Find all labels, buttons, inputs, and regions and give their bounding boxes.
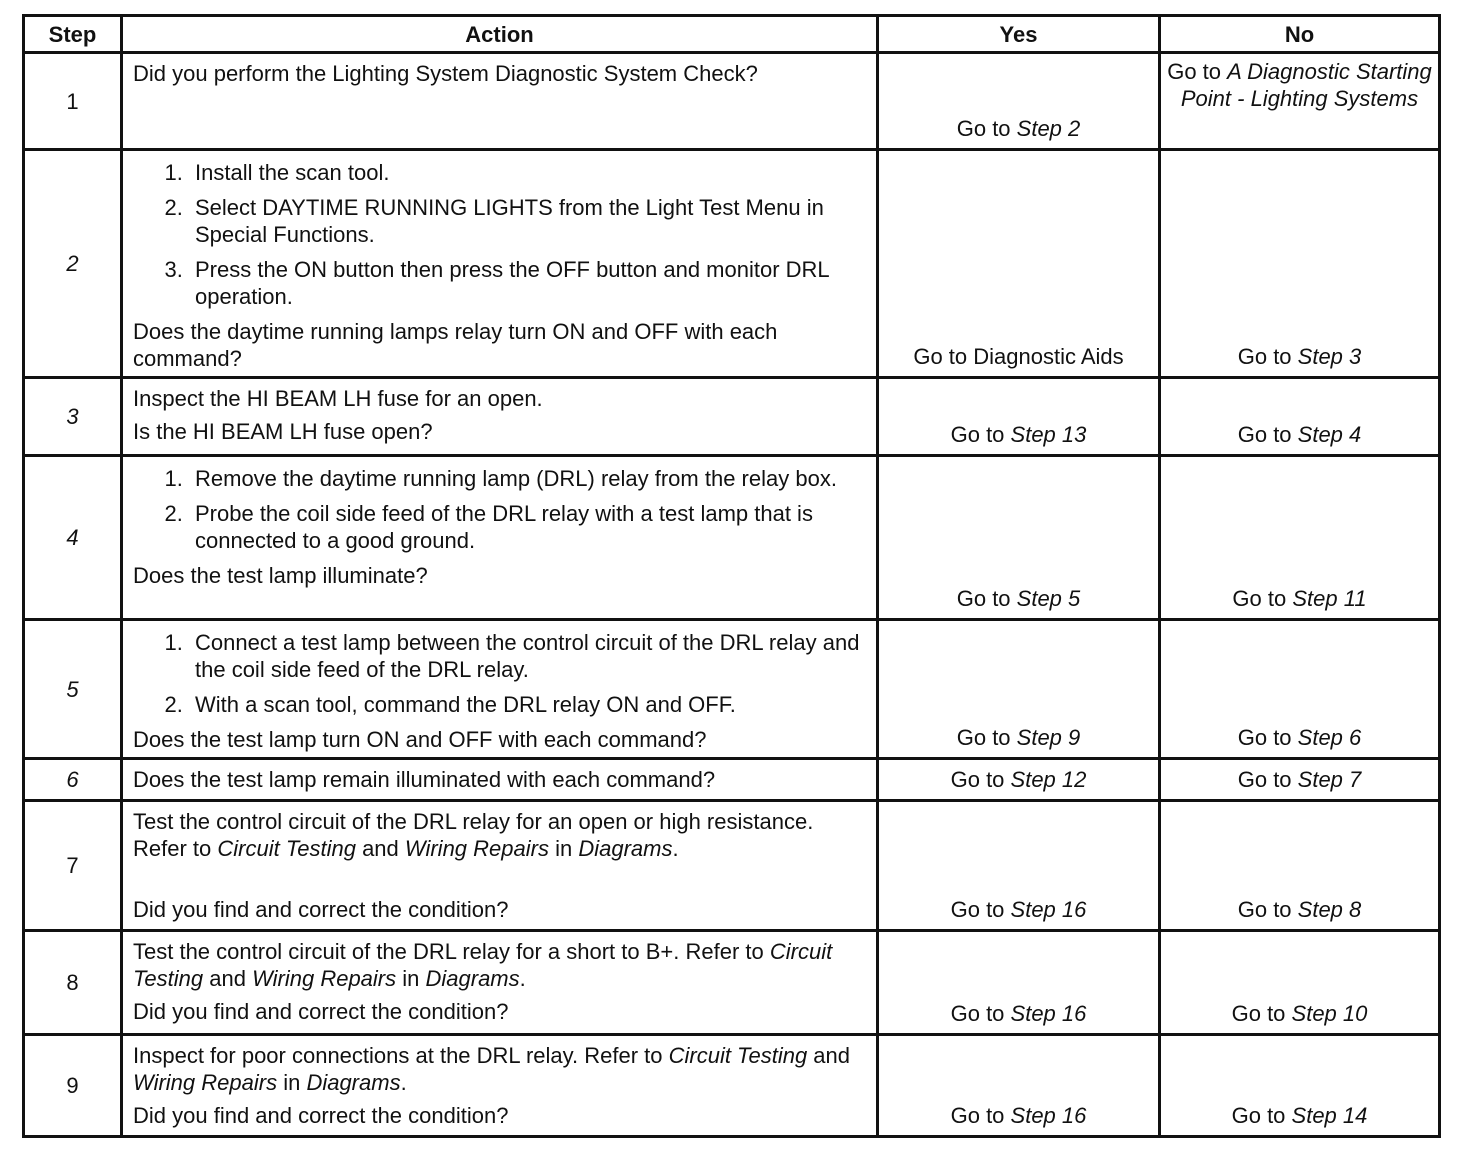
reference-link[interactable]: Circuit Testing [217,836,356,861]
diagnostic-table [22,14,1441,1138]
yes-prefix: Go to [956,725,1017,750]
yes-cell[interactable] [878,931,1160,1035]
action-cell [122,378,878,456]
no-target-link[interactable]: Step 4 [1297,422,1362,447]
action-cell [122,1035,878,1137]
text-segment: . [519,966,526,991]
substep: 2. Probe the coil side feed of the DRL relay with a test lamp that is connected to a good ground. [189,500,868,554]
yes-cell[interactable] [878,759,1160,801]
text-segment: . [672,836,679,861]
no-target-link[interactable]: Step 7 [1297,767,1362,792]
yes-prefix: Go to [950,767,1011,792]
yes-cell[interactable] [878,1035,1160,1137]
action-cell [122,53,878,150]
no-target-link[interactable]: A Diagnostic Starting Point - Lighting Systems [1180,59,1432,111]
no-cell[interactable] [1160,801,1440,931]
text-segment: Inspect for poor connections at the DRL relay. Refer to [133,1043,669,1068]
action-question: Does the test lamp illuminate? [133,563,428,588]
action-question: Is the HI BEAM LH fuse open? [133,419,433,444]
no-prefix: Go to [1237,767,1298,792]
step-number: 3 [24,378,122,456]
yes-cell[interactable] [878,801,1160,931]
text-segment: in [548,836,579,861]
yes-target-link[interactable]: Step 2 [1016,116,1081,141]
table-row [24,378,1440,456]
no-cell[interactable] [1160,378,1440,456]
substep: 3. Press the ON button then press the OFF button and monitor DRL operation. [189,256,868,310]
no-cell[interactable] [1160,931,1440,1035]
no-cell[interactable] [1160,1035,1440,1137]
action-question: Did you find and correct the condition? [133,1103,509,1128]
header-yes: Yes [878,16,1160,53]
action-cell [122,801,878,931]
no-cell[interactable] [1160,620,1440,759]
no-prefix: Go to [1237,344,1298,369]
yes-link[interactable]: Go to Diagnostic Aids [913,344,1124,369]
action-question: Does the test lamp remain illuminated with each command? [133,767,716,792]
yes-target-link[interactable]: Step 9 [1016,725,1081,750]
reference-link[interactable]: Diagrams [578,836,673,861]
action-cell [122,150,878,378]
substep: 2. Select DAYTIME RUNNING LIGHTS from the Light Test Menu in Special Functions. [189,194,868,248]
table-row [24,150,1440,378]
reference-link[interactable]: Wiring Repairs [133,1070,278,1095]
no-prefix: Go to [1167,59,1228,84]
text-segment: in [277,1070,307,1095]
substep-list [133,629,868,718]
substep: 1. Remove the daytime running lamp (DRL) relay from the relay box. [189,465,868,492]
header-no: No [1160,16,1440,53]
yes-cell[interactable] [878,456,1160,620]
reference-link[interactable]: Diagrams [306,1070,401,1095]
substep-list [133,465,868,554]
text-segment: Test the control circuit of the DRL relay for a short to B+. Refer to [133,939,770,964]
table-row [24,1035,1440,1137]
header-action: Action [122,16,878,53]
text-segment: . [400,1070,407,1095]
step-number: 1 [24,53,122,150]
no-target-link[interactable]: Step 10 [1291,1001,1368,1026]
reference-link[interactable]: Wiring Repairs [252,966,397,991]
yes-target-link[interactable]: Step 16 [1010,1001,1087,1026]
yes-cell[interactable] [878,378,1160,456]
yes-cell[interactable] [878,150,1160,378]
no-cell[interactable] [1160,759,1440,801]
text-segment: in [396,966,426,991]
no-prefix: Go to [1231,1103,1292,1128]
no-target-link[interactable]: Step 11 [1292,586,1367,611]
step-number: 6 [24,759,122,801]
no-target-link[interactable]: Step 3 [1297,344,1362,369]
table-row [24,801,1440,931]
no-prefix: Go to [1237,897,1298,922]
no-prefix: Go to [1237,422,1298,447]
text-segment: Test the control circuit of the DRL relay for an open or high resistance. Refer to [133,809,814,861]
action-cell [122,456,878,620]
action-text: Inspect the HI BEAM LH fuse for an open. [133,386,543,411]
reference-link[interactable]: Wiring Repairs [404,836,549,861]
table-row [24,759,1440,801]
yes-prefix: Go to [950,897,1011,922]
action-text [133,938,868,992]
reference-link[interactable]: Circuit Testing [133,939,833,991]
step-number: 4 [24,456,122,620]
step-number: 5 [24,620,122,759]
no-target-link[interactable]: Step 14 [1291,1103,1368,1128]
table-row [24,931,1440,1035]
table-row [24,456,1440,620]
yes-cell[interactable] [878,620,1160,759]
text-segment: and [355,836,405,861]
action-question: Did you find and correct the condition? [133,897,509,922]
action-question: Did you find and correct the condition? [133,999,509,1024]
text-segment: and [807,1043,851,1068]
yes-prefix: Go to [950,1103,1011,1128]
reference-link[interactable]: Diagrams [425,966,520,991]
yes-prefix: Go to [956,586,1017,611]
substep: 2. With a scan tool, command the DRL relay ON and OFF. [189,691,868,718]
no-cell[interactable] [1160,456,1440,620]
reference-link[interactable]: Circuit Testing [668,1043,808,1068]
yes-target-link[interactable]: Step 16 [1010,1103,1087,1128]
no-prefix: Go to [1231,1001,1292,1026]
no-prefix: Go to [1237,725,1298,750]
yes-cell[interactable] [878,53,1160,150]
step-number: 8 [24,931,122,1035]
yes-prefix: Go to [950,422,1011,447]
spacer [133,862,868,896]
step-number: 7 [24,801,122,931]
no-target-link[interactable]: Step 6 [1297,725,1362,750]
action-question: Did you perform the Lighting System Diagnostic System Check? [133,61,758,86]
action-cell [122,759,878,801]
action-text [133,808,868,862]
no-cell[interactable] [1160,150,1440,378]
table-header-row [24,16,1440,53]
yes-target-link[interactable]: Step 12 [1010,767,1087,792]
action-text [133,1042,868,1096]
step-number: 2 [24,150,122,378]
header-step: Step [24,16,122,53]
table-row [24,620,1440,759]
action-question: Does the test lamp turn ON and OFF with each command? [133,727,707,752]
yes-target-link[interactable]: Step 16 [1010,897,1087,922]
yes-prefix: Go to [950,1001,1011,1026]
yes-target-link[interactable]: Step 13 [1010,422,1087,447]
action-question: Does the daytime running lamps relay turn ON and OFF with each command? [133,319,778,371]
action-cell [122,931,878,1035]
substep: 1. Install the scan tool. [189,159,868,186]
yes-target-link[interactable]: Step 5 [1016,586,1081,611]
substep: 1. Connect a test lamp between the control circuit of the DRL relay and the coil side feed of the DRL relay. [189,629,868,683]
step-number: 9 [24,1035,122,1137]
text-segment: and [203,966,253,991]
yes-prefix: Go to [956,116,1017,141]
no-prefix: Go to [1232,586,1293,611]
no-cell[interactable] [1160,53,1440,150]
substep-list [133,159,868,310]
table-row [24,53,1440,150]
no-target-link[interactable]: Step 8 [1297,897,1362,922]
action-cell [122,620,878,759]
